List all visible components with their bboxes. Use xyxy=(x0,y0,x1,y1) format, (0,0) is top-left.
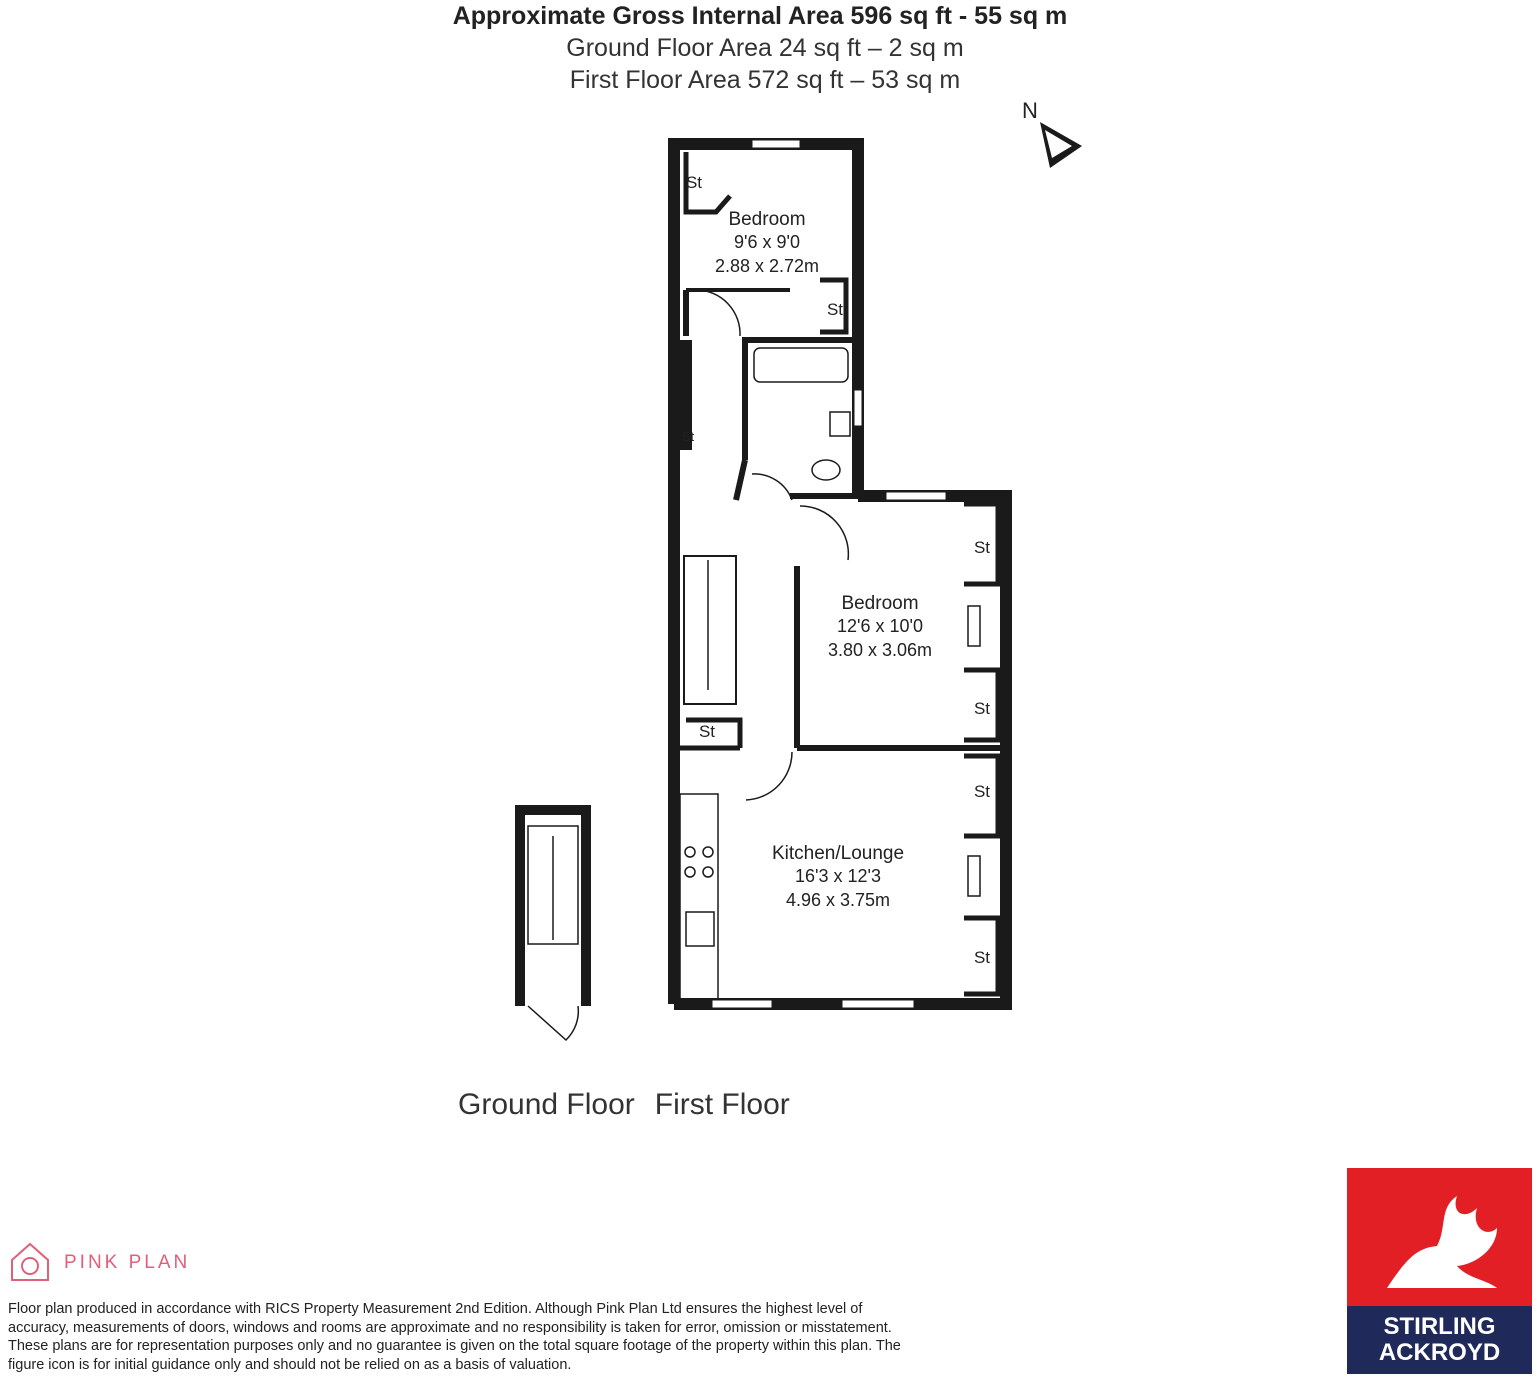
kitchen-metric: 4.96 x 3.75m xyxy=(785,890,891,910)
bedroom2-metric: 3.80 x 3.06m xyxy=(827,640,933,660)
kitchen-imperial: 16'3 x 12'3 xyxy=(795,866,881,886)
gross-area-title: Approximate Gross Internal Area 596 sq ft - 55 sq m xyxy=(452,2,1068,30)
floor-labels xyxy=(458,1088,810,1122)
bedroom1-imperial: 9'6 x 9'0 xyxy=(734,232,800,252)
room-labels xyxy=(682,173,990,967)
storage-label: St xyxy=(973,948,991,967)
storage-label: St xyxy=(698,722,716,741)
compass-n-label: N xyxy=(1022,98,1038,123)
brand-name xyxy=(1347,1306,1532,1374)
brand-line1: STIRLING xyxy=(1383,1313,1496,1340)
first-floor-label: First Floor xyxy=(654,1088,790,1121)
storage-label: St xyxy=(826,300,844,319)
storage-label: St xyxy=(973,538,991,557)
first-floor-area: First Floor Area 572 sq ft – 53 sq m xyxy=(569,66,961,94)
kitchen-name: Kitchen/Lounge xyxy=(771,843,905,864)
pink-plan-logo-icon xyxy=(8,1240,58,1284)
bedroom1-name: Bedroom xyxy=(728,209,806,230)
bedroom2-name: Bedroom xyxy=(841,593,919,614)
bedroom1-metric: 2.88 x 2.72m xyxy=(714,256,820,276)
storage-label: St xyxy=(685,173,703,192)
disclaimer-text: Floor plan produced in accordance with RICS Property Measurement 2nd Edition. Although Pink Plan Ltd ensures the highest level of accuracy, measurements of doors, windows and rooms are approximate and no responsibility is taken for error, omission or misstatement. These plans are for representation purposes only and no guarantee is given on the total square footage of the property within this plan. The figure icon is for initial guidance only and should not be relied on as a basis of valuation. xyxy=(8,1301,901,1373)
storage-label: St xyxy=(973,782,991,801)
storage-label: St xyxy=(681,429,695,444)
ground-floor-walls xyxy=(520,810,586,1040)
pink-plan-label: PINK PLAN xyxy=(64,1252,191,1273)
ground-floor-label: Ground Floor xyxy=(458,1088,635,1121)
bedroom2-imperial: 12'6 x 10'0 xyxy=(837,616,923,636)
ground-floor-area: Ground Floor Area 24 sq ft – 2 sq m xyxy=(566,34,964,62)
compass-icon xyxy=(1022,98,1082,168)
griffin-icon xyxy=(1347,1168,1532,1306)
brand-line2: ACKROYD xyxy=(1378,1339,1501,1366)
storage-label: St xyxy=(973,699,991,718)
